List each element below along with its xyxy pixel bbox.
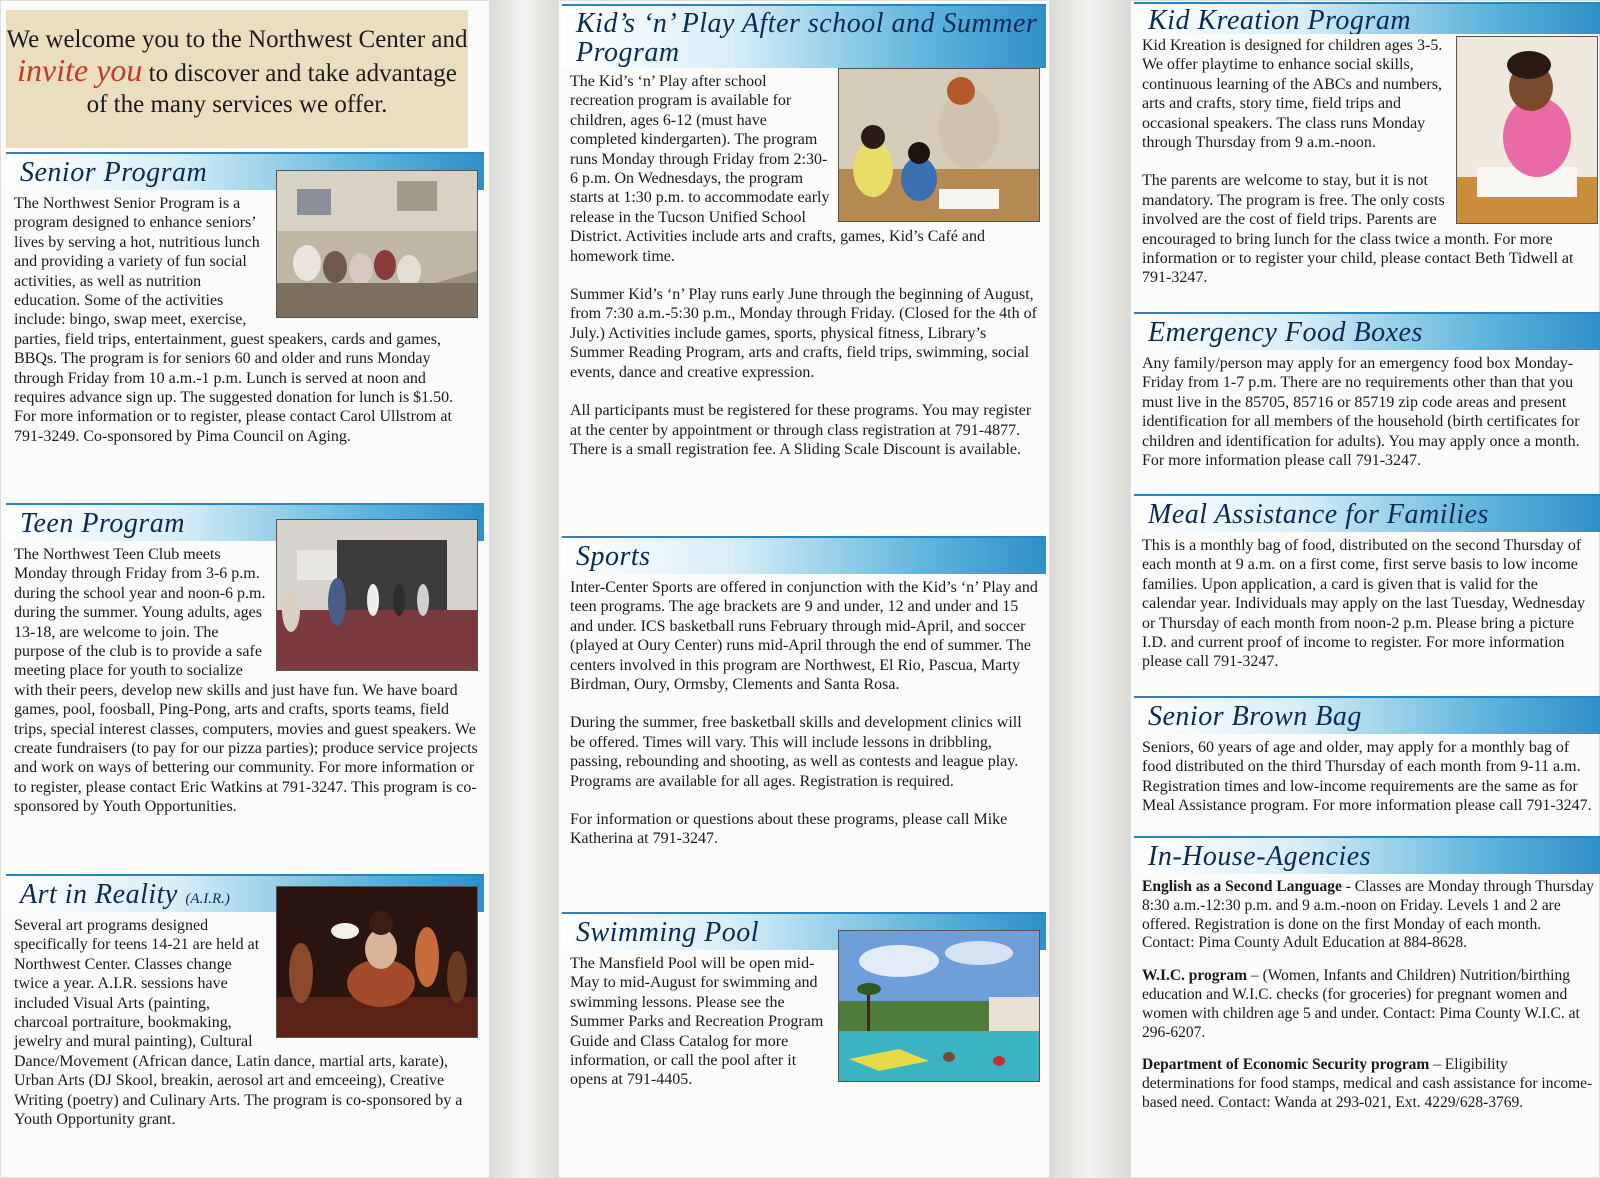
senior-brown-bag-body bbox=[1134, 734, 1600, 816]
emergency-food-body bbox=[1134, 350, 1600, 470]
kid-kreation-paragraph-2: The parents are welcome to stay, but it is not mandatory. The program is free. The only costs involved are the cost of field trips. Parents are encouraged to bring lunch for the class twice a month. For more information or to register your child, please contact Beth Tidwell at 791-3247. bbox=[1142, 172, 1574, 287]
kids-n-play-paragraph-2: Summer Kid’s ‘n’ Play runs early June through the beginning of August, from 7:30 a.m.-5:30 p.m., Monday through Friday. (Closed for the 4th of July.) Activities include games, sports, physical fitness, Library’s Summer Reading Program, arts and crafts, field trips, swimming, social events, dance and creative expression. bbox=[570, 286, 1037, 381]
senior-brown-bag-title: Senior Brown Bag bbox=[1134, 696, 1600, 734]
meal-assistance-body bbox=[1134, 532, 1600, 672]
teen-program-body bbox=[6, 541, 484, 817]
des-name: Department of Economic Security program bbox=[1142, 1056, 1430, 1074]
emergency-food-title: Emergency Food Boxes bbox=[1134, 312, 1600, 350]
welcome-pre: We welcome you to the Northwest Center and bbox=[6, 26, 468, 53]
kids-n-play-paragraph-3: All participants must be registered for these programs. You may register at the center by appointment or through class registration at 791-4877. There is a small registration fee. A Sliding Scale Discount is available. bbox=[570, 402, 1032, 458]
kid-kreation-body bbox=[1134, 34, 1600, 288]
panel-right bbox=[1130, 0, 1600, 1178]
fold-right bbox=[1050, 0, 1130, 1178]
teen-program-title: Teen Program bbox=[6, 503, 484, 541]
swimming-pool-text: The Mansfield Pool will be open mid-May to mid-August for swimming and swimming lessons. Please see the Summer Parks and Recreation Program Guide and Class Catalog for more information, or call the pool after it opens at 791-4405. bbox=[570, 955, 824, 1089]
fold-left bbox=[490, 0, 558, 1178]
senior-program-text: The Northwest Senior Program is a program designed to enhance seniors’ lives by serving a hot, nutritious lunch and providing a variety of fun social activities, as well as nutrition education. Some of the activities include: bingo, swap meet, exercise, parties, field trips, entertainment, guest speakers, cards and games, BBQs. The program is for seniors 60 and older and runs Monday through Friday from 10 a.m.-1 p.m. Lunch is served at noon and requires advance sign up. The suggested donation for lunch is $1.50. For more information or to register, please contact Carol Ullstrom at 791-3249. Co-sponsored by Pima Council on Aging. bbox=[14, 195, 454, 445]
welcome-post: to discover and take advantage of the many services we offer. bbox=[86, 60, 457, 118]
meal-assistance-text: This is a monthly bag of food, distributed on the second Thursday of each month at 9 a.m. on a first come, first serve basis to low income families. Upon application, a card is given that is valid for the calendar year. Individuals may apply on the last Tuesday, Wednesday or Thursday of each month from noon-2 p.m. Please bring a picture I.D. and current proof of income to register. For more information please call 791-3247. bbox=[1142, 537, 1586, 671]
art-title-suffix: (A.I.R.) bbox=[185, 891, 230, 907]
kids-n-play-body bbox=[562, 68, 1046, 459]
swimming-pool-section bbox=[562, 912, 1046, 1090]
teen-program-section bbox=[6, 503, 484, 817]
esl-text: - Classes are Monday through Thursday 8:30 a.m.-12:30 p.m. and 9 a.m.-noon on Friday. Levels 1 and 2 are offered. Registration is done on the first Monday of each month. Contact: Pima County Adult Education at 884-8628. bbox=[1142, 878, 1594, 952]
wic-entry bbox=[1142, 967, 1594, 1042]
in-house-agencies-body bbox=[1134, 874, 1600, 1113]
sports-paragraph-3: For information or questions about these programs, please call Mike Katherina at 791-3247. bbox=[570, 811, 1008, 848]
sports-title: Sports bbox=[562, 536, 1046, 574]
des-entry bbox=[1142, 1056, 1594, 1112]
kid-kreation-section bbox=[1134, 2, 1600, 288]
pool-photo bbox=[838, 930, 1040, 1082]
senior-program-title: Senior Program bbox=[6, 152, 484, 190]
senior-lunch-photo bbox=[276, 170, 478, 318]
kid-kreation-title: Kid Kreation Program bbox=[1134, 2, 1600, 34]
panel-middle bbox=[558, 0, 1050, 1178]
sports-body bbox=[562, 574, 1046, 849]
welcome-banner bbox=[6, 10, 468, 148]
kids-n-play-section bbox=[562, 4, 1046, 459]
kid-kreation-paragraph-1: Kid Kreation is designed for children ages 3-5. We offer playtime to enhance social skills, continuous learning of the ABCs and numbers, arts and crafts, story time, field trips and occasional speakers. The class runs Monday through Thursday from 9 a.m.-noon. bbox=[1142, 37, 1443, 152]
senior-brown-bag-section bbox=[1134, 696, 1600, 816]
kids-n-play-paragraph-1: The Kid’s ‘n’ Play after school recreation program is available for children, ages 6-12 (must have completed kindergarten). The program runs Monday through Friday from 2:30-6 p.m. On Wednesdays, the program starts at 1:30 p.m. to accommodate early release in the Tucson Unified School District. Activities include arts and crafts, games, Kid’s Café and homework time. bbox=[570, 73, 985, 265]
meal-assistance-title: Meal Assistance for Families bbox=[1134, 494, 1600, 532]
swimming-pool-title: Swimming Pool bbox=[562, 912, 1046, 950]
senior-program-body bbox=[6, 190, 484, 446]
kid-kreation-photo bbox=[1456, 36, 1598, 224]
emergency-food-text: Any family/person may apply for an emergency food box Monday-Friday from 1-7 p.m. There are no requirements other than that you must live in the 85705, 85716 or 85719 zip code areas and present identification for all members of the household (birth certificates for children and identification for adults). You may apply once a month. For more information please call 791-3247. bbox=[1142, 355, 1580, 470]
meal-assistance-section bbox=[1134, 494, 1600, 672]
art-in-reality-body bbox=[6, 912, 484, 1129]
in-house-agencies-section bbox=[1134, 836, 1600, 1113]
sports-section bbox=[562, 536, 1046, 849]
senior-program-section bbox=[6, 152, 484, 446]
wic-name: W.I.C. program bbox=[1142, 967, 1248, 985]
emergency-food-section bbox=[1134, 312, 1600, 470]
dance-performance-photo bbox=[276, 886, 478, 1038]
teen-program-text: The Northwest Teen Club meets Monday through Friday from 3-6 p.m. during the school year and noon-6 p.m. during the summer. Young adults, ages 13-18, are welcome to join. The purpose of the club is to provide a safe meeting place for youth to socialize with their peers, develop new skills and just have fun. We have board games, pool, foosball, Ping-Pong, arts and crafts, sports teams, field trips, special interest classes, computers, movies and guest speakers. We create fundraisers (to pay for our pizza parties); produce service projects and work on ways of bettering our community. For more information or to register, please contact Eric Watkins at 791-3247. This program is co-sponsored by Youth Opportunities. bbox=[14, 546, 478, 816]
esl-name: English as a Second Language bbox=[1142, 878, 1342, 895]
wic-text: – (Women, Infants and Children) Nutrition/birthing education and W.I.C. checks (for groceries) for pregnant women and women with children age 5 and under. Contact: Pima County W.I.C. at 296-6207. bbox=[1142, 967, 1580, 1041]
in-house-agencies-title: In-House-Agencies bbox=[1134, 836, 1600, 874]
senior-brown-bag-text: Seniors, 60 years of age and older, may apply for a monthly bag of food distributed on the third Thursday of each month from 9-11 a.m. Registration times and low-income requirements are the same as for Meal Assistance program. For more information please call 791-3247. bbox=[1142, 739, 1592, 815]
welcome-highlight: invite you bbox=[17, 52, 143, 88]
kids-craft-photo bbox=[838, 68, 1040, 222]
panel-left bbox=[0, 0, 490, 1178]
kids-n-play-title: Kid’s ‘n’ Play After school and Summer Program bbox=[562, 4, 1046, 68]
art-in-reality-section bbox=[6, 874, 484, 1129]
sports-paragraph-2: During the summer, free basketball skills and development clinics will be offered. Times will vary. This will include lessons in dribbling, passing, rebounding and shooting, as well as contests and league play. Programs are available for all ages. Registration is required. bbox=[570, 714, 1022, 790]
art-in-reality-text: Several art programs designed specifically for teens 14-21 are held at Northwest Center. Classes change twice a year. A.I.R. sessions have included Visual Arts (painting, charcoal portraiture, bookmaking, jewelry and mural painting), Cultural Dance/Movement (African dance, Latin dance, martial arts, karate), Urban Arts (DJ Skool, breakin, aerosol art and emceeing), Creative Writing (poetry) and Culinary Arts. The program is co-sponsored by a Youth Opportunity grant. bbox=[14, 917, 463, 1129]
esl-entry bbox=[1142, 878, 1594, 953]
teen-club-photo bbox=[276, 519, 478, 671]
swimming-pool-body bbox=[562, 950, 1046, 1090]
sports-paragraph-1: Inter-Center Sports are offered in conjunction with the Kid’s ‘n’ Play and teen programs. The age brackets are 9 and under, 12 and under and 15 and under. ICS basketball runs February through mid-April, and soccer (played at Oury Center) runs mid-April through the end of summer. The centers involved in this program are Northwest, El Rio, Pascua, Marty Birdman, Oury, Ormsby, Clements and Santa Rosa. bbox=[570, 579, 1038, 694]
des-text: – Eligibility determinations for food stamps, medical and cash assistance for income-based need. Contact: Wanda at 293-021, Ext. 4229/628-3769. bbox=[1142, 1056, 1593, 1111]
art-title-text: Art in Reality bbox=[20, 879, 178, 910]
